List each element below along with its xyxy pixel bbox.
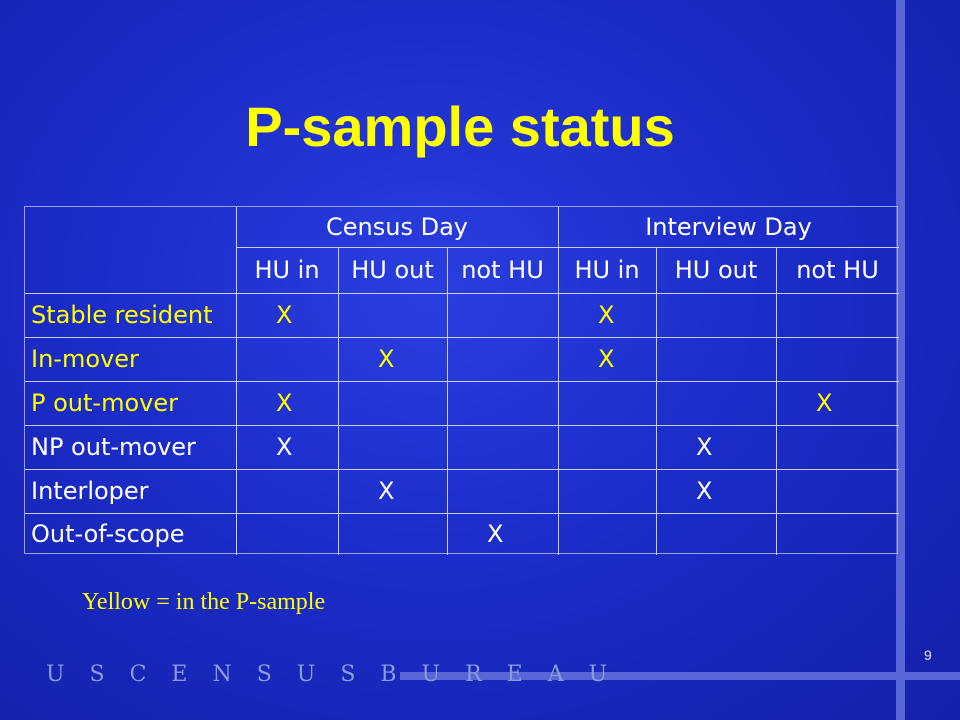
grid-line-vertical [447, 247, 448, 555]
p-sample-status-table [24, 206, 898, 554]
status-cell [816, 513, 876, 555]
subheader-cell: not HU [796, 256, 879, 284]
status-cell: X [378, 477, 395, 505]
status-cell [598, 513, 658, 555]
slide-title: P-sample status [245, 95, 675, 158]
status-cell [487, 337, 547, 381]
row-label: P out-mover [31, 389, 178, 417]
status-cell [276, 513, 336, 555]
status-cell: X [378, 345, 395, 373]
status-cell [696, 293, 756, 337]
status-cell [276, 469, 336, 513]
status-cell [378, 293, 438, 337]
page-number: 9 [924, 647, 932, 663]
status-cell: X [696, 433, 713, 461]
status-cell [816, 337, 876, 381]
status-cell: X [276, 301, 293, 329]
status-cell [378, 381, 438, 425]
status-cell [487, 381, 547, 425]
status-cell [487, 469, 547, 513]
status-cell [598, 381, 658, 425]
status-cell: X [598, 301, 615, 329]
status-cell [696, 513, 756, 555]
subheader-cell: HU in [254, 256, 320, 284]
status-cell: X [276, 433, 293, 461]
status-cell [598, 469, 658, 513]
status-cell [378, 425, 438, 469]
status-cell [816, 469, 876, 513]
status-cell: X [487, 520, 504, 548]
census-bureau-footer: U S C E N S U S B U R E A U [46, 662, 617, 687]
status-cell [696, 381, 756, 425]
row-label: NP out-mover [31, 433, 196, 461]
status-cell [378, 513, 438, 555]
status-cell [816, 293, 876, 337]
subheader-cell: HU out [674, 256, 758, 284]
status-cell [487, 425, 547, 469]
status-cell: X [696, 477, 713, 505]
status-cell [696, 337, 756, 381]
status-cell: X [598, 345, 615, 373]
header-census-day: Census Day [326, 213, 468, 241]
status-cell [816, 425, 876, 469]
header-interview-day: Interview Day [645, 213, 812, 241]
subheader-cell: not HU [461, 256, 544, 284]
subheader-cell: HU out [351, 256, 434, 284]
status-cell: X [816, 389, 833, 417]
row-label: Out-of-scope [31, 520, 185, 548]
row-label: In-mover [31, 345, 139, 373]
subheader-cell: HU in [574, 256, 640, 284]
grid-line-vertical [338, 247, 339, 555]
status-cell [276, 337, 336, 381]
status-cell: X [276, 389, 293, 417]
status-cell [487, 293, 547, 337]
grid-line-vertical [776, 247, 777, 555]
row-label: Interloper [31, 477, 149, 505]
status-cell [598, 425, 658, 469]
row-label: Stable resident [31, 301, 213, 329]
legend-note: Yellow = in the P-sample [82, 589, 326, 615]
